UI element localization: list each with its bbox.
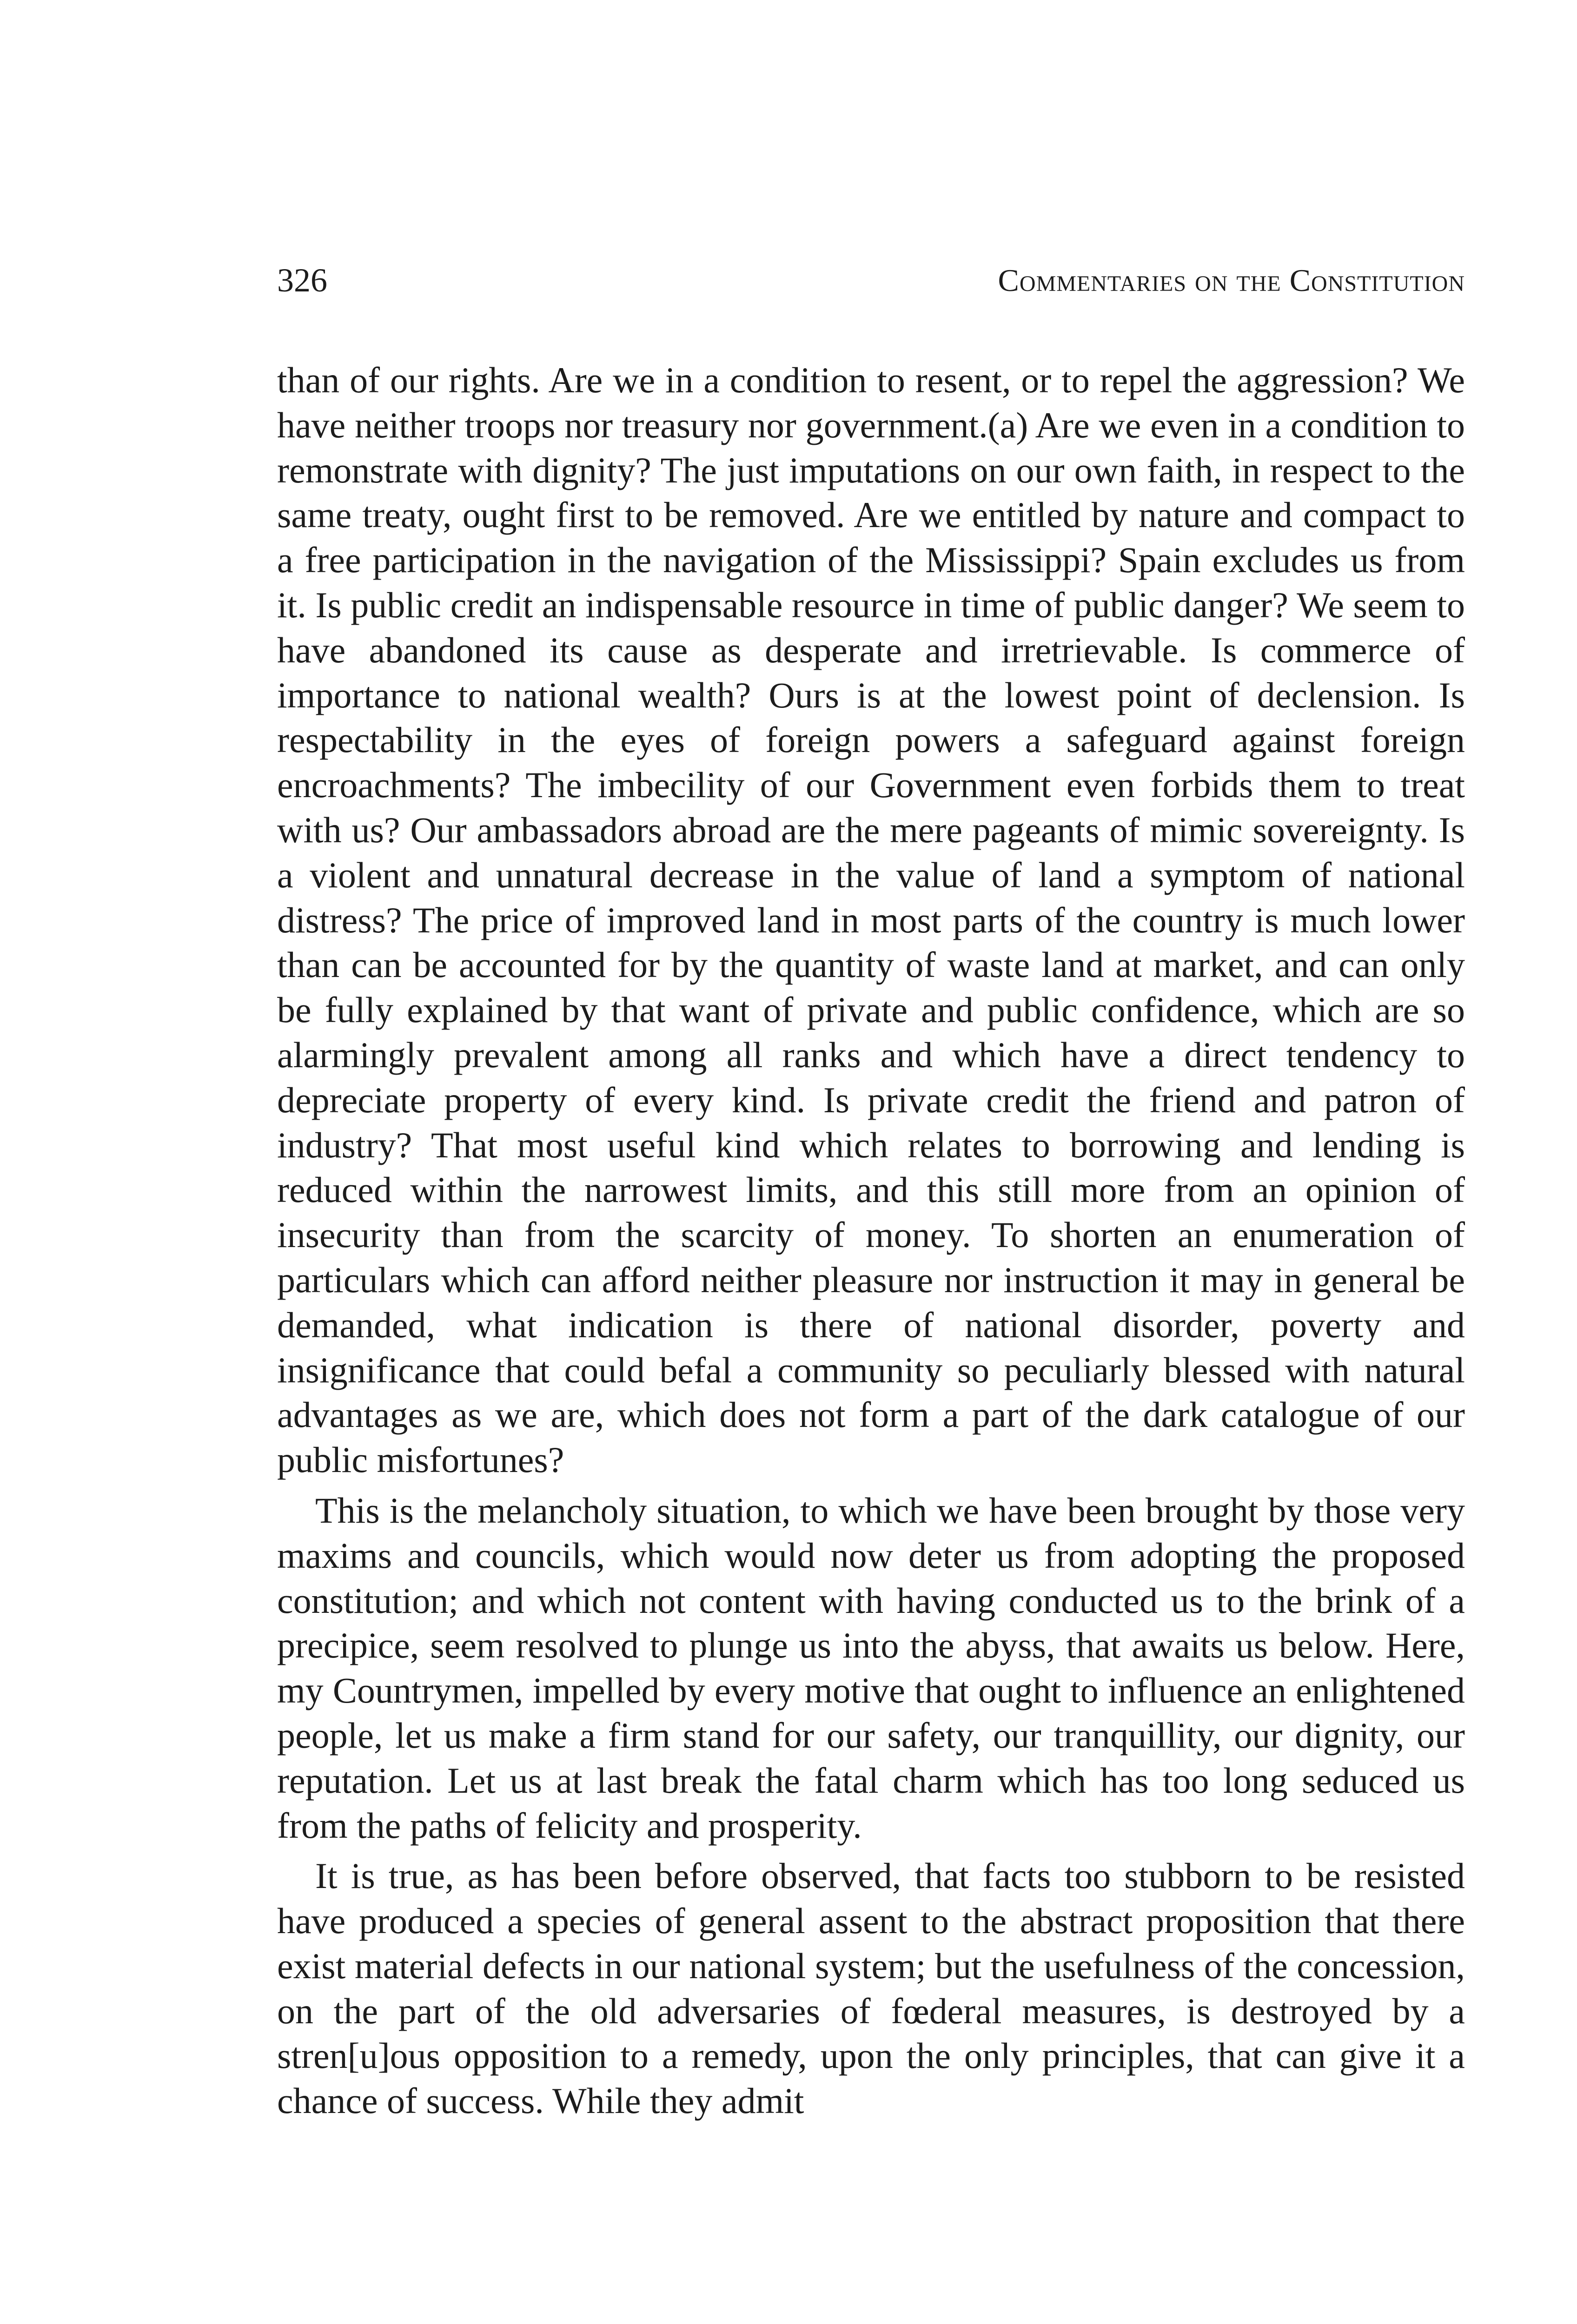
page-number: 326 — [277, 262, 327, 299]
body-text — [277, 358, 1465, 2124]
paragraph-melancholy-situation: This is the melancholy situation, to which we have been brought by those very maxims and councils, which would now deter us from adopting the proposed constitution; and which not content with having conducted us to the brink of a precipice, seem resolved to plunge us into the abyss, that awaits us below. Here, my Countrymen, impelled by every motive that ought to influence an enlightened people, let us make a firm stand for our safety, our tranquillity, our dignity, our reputation. Let us at last break the fatal charm which has too long seduced us from the paths of felicity and prosperity. — [277, 1490, 1465, 1846]
running-title: Commentaries on the Constitution — [998, 263, 1465, 298]
paragraph-it-is-true: It is true, as has been before observed, that facts too stubborn to be resisted have produced a species of general assent to the abstract proposition that there exist material defects in our national system; but the usefulness of the concession, on the part of the old adversaries of fœderal measures, is destroyed by a stren[u]ous opposition to a remedy, upon the only principles, that can give it a chance of success. While they admit — [277, 1855, 1465, 2121]
paragraph-continued: than of our rights. Are we in a condition to resent, or to repel the aggression? We have neither troops nor treasury nor government.(a) Are we even in a condition to remonstrate with dignity? The just imputations on our own faith, in respect to the same treaty, ought first to be removed. Are we entitled by nature and compact to a free participation in the navigation of the Mississippi? Spain excludes us from it. Is public credit an indispensable resource in time of public danger? We seem to have abandoned its cause as desperate and irretrievable. Is commerce of importance to national wealth? Ours is at the lowest point of declension. Is respectability in the eyes of foreign powers a safeguard against foreign encroachments? The imbecility of our Government even forbids them to treat with us? Our ambassadors abroad are the mere pageants of mimic sovereignty. Is a violent and unnatural decrease in the value of land a symptom of national distress? The price of improved land in most parts of the country is much lower than can be accounted for by the quantity of waste land at market, and can only be fully explained by that want of private and public confidence, which are so alarmingly prevalent among all ranks and which have a direct tendency to depreciate property of every kind. Is private credit the friend and patron of industry? That most useful kind which relates to borrowing and lending is reduced within the narrowest limits, and this still more from an opinion of insecurity than from the scarcity of money. To shorten an enumeration of particulars which can afford neither pleasure nor instruction it may in general be demanded, what indication is there of national disorder, poverty and insignificance that could befal a community so peculiarly blessed with natural advantages as we are, which does not form a part of the dark catalogue of our public misfortunes? — [277, 360, 1465, 1480]
running-head — [277, 255, 1465, 306]
